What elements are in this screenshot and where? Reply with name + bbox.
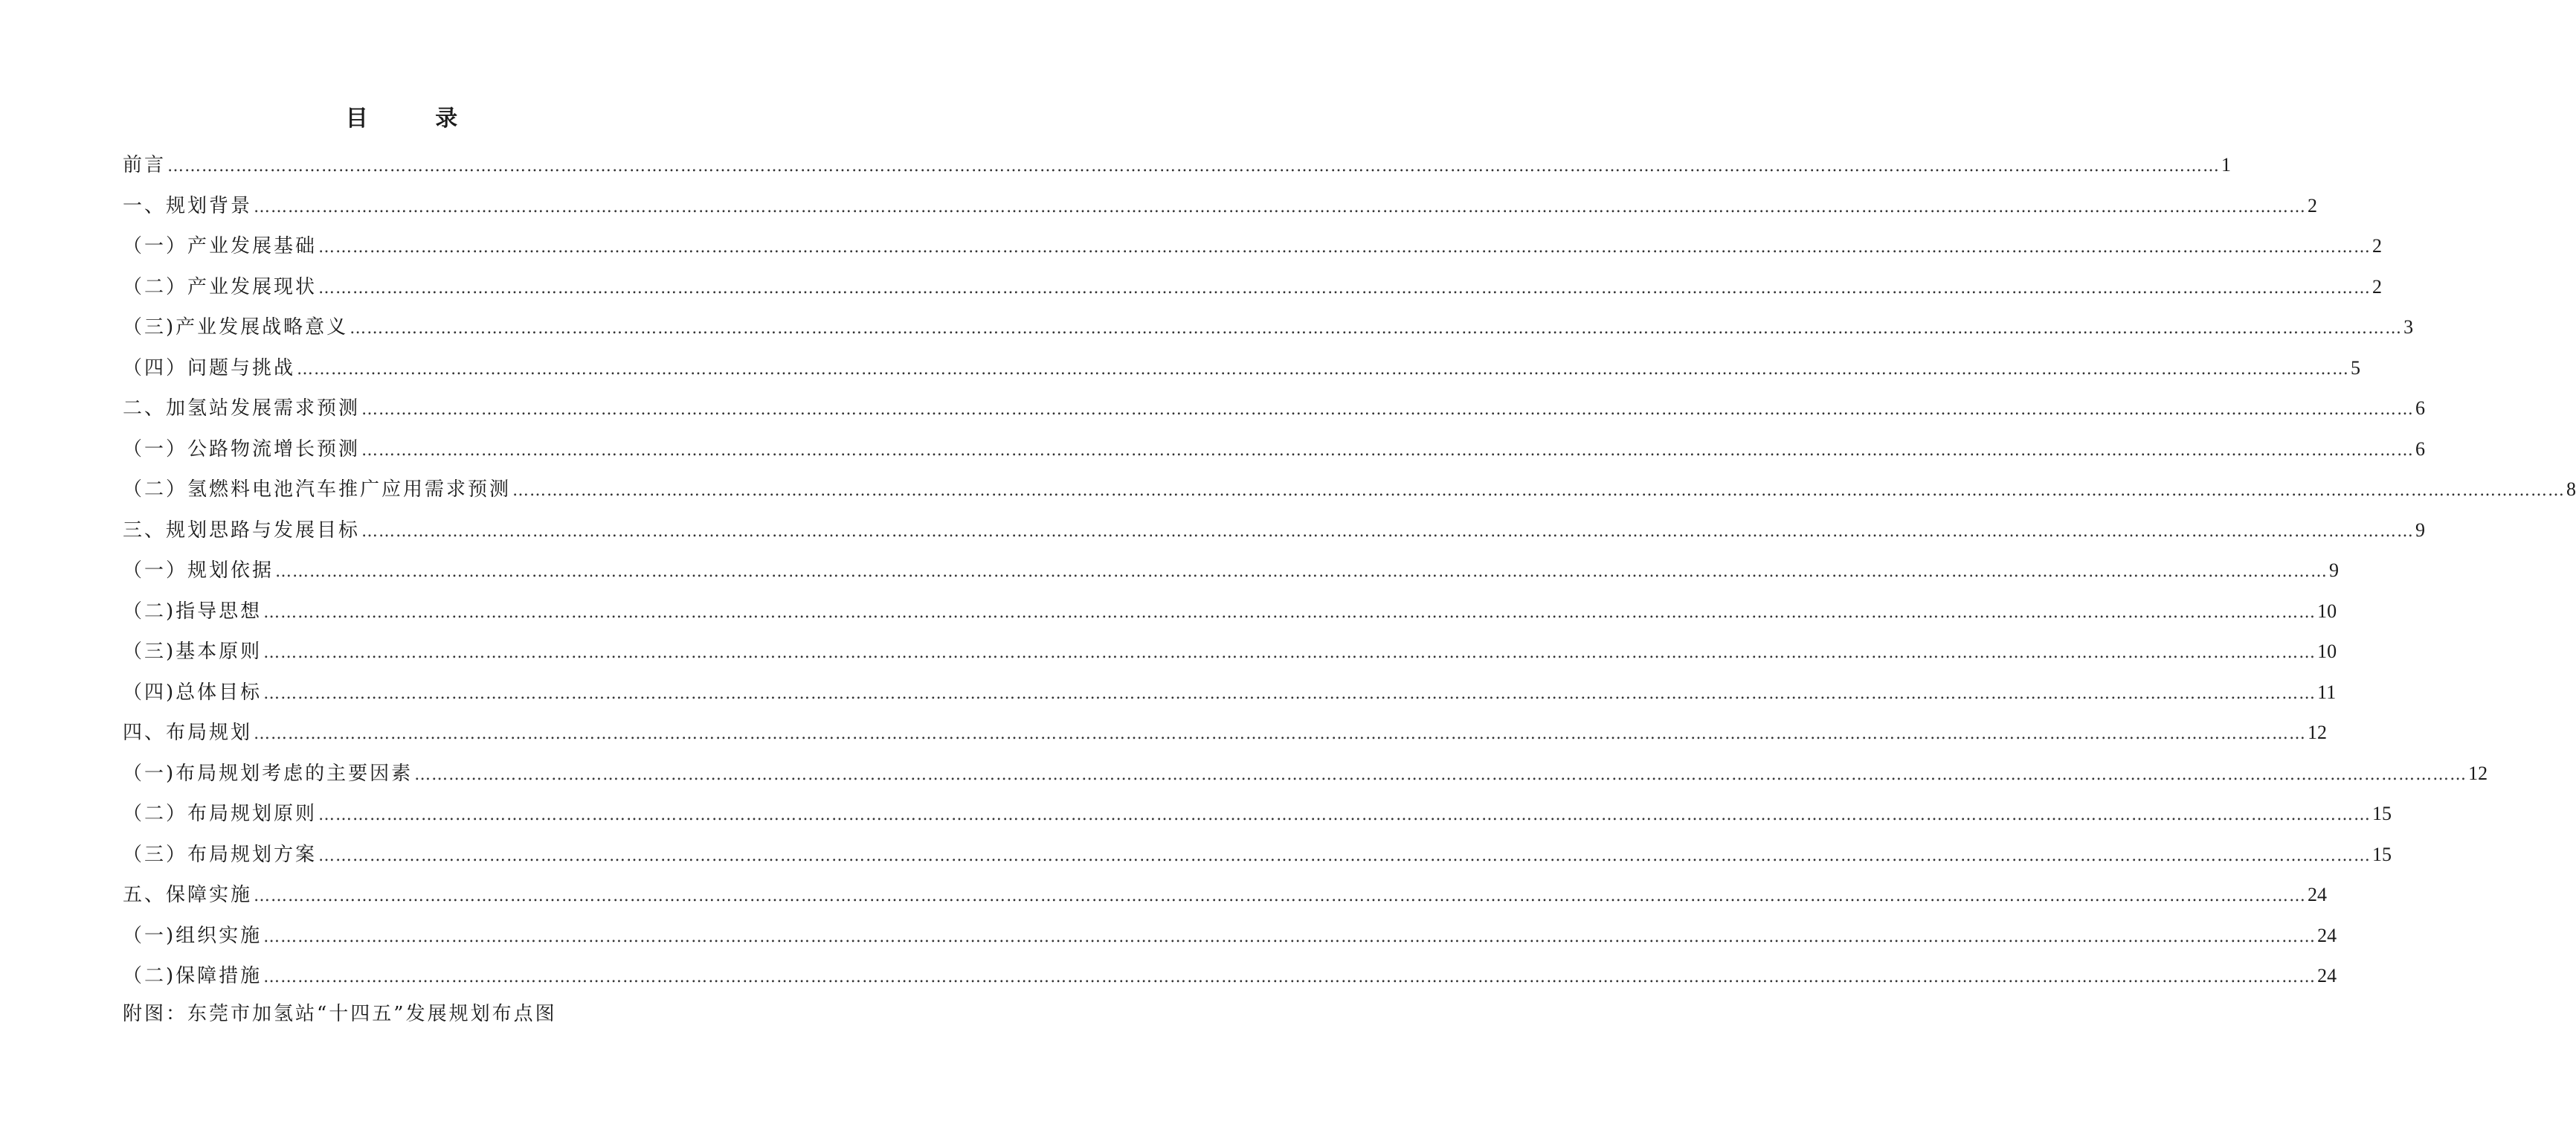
toc-entry[interactable] xyxy=(123,754,2488,795)
toc-dot-leader: ……………………………………………………………………………………………………………………………………………………………………………………………………………………………………………………………………………………………………………………………… xyxy=(297,359,2350,379)
toc-dot-leader: ……………………………………………………………………………………………………………………………………………………………………………………………………………………………………………………………………………………………………………………………… xyxy=(318,278,2371,298)
toc-entry[interactable] xyxy=(123,307,2414,348)
toc-entry[interactable] xyxy=(123,145,2232,186)
toc-entry[interactable] xyxy=(123,267,2383,308)
toc-entry[interactable] xyxy=(123,348,2361,389)
toc-entry-page-number: 8 xyxy=(2566,478,2576,500)
toc-entry-page-number: 15 xyxy=(2372,843,2392,865)
toc-dot-leader: ……………………………………………………………………………………………………………………………………………………………………………………………………………………………………………………………………………………………………………………………… xyxy=(318,806,2371,824)
toc-entry-label: （二)保障措施 xyxy=(123,965,263,987)
toc-entry-label: （三)产业发展战略意义 xyxy=(123,316,349,338)
toc-dot-leader: ……………………………………………………………………………………………………………………………………………………………………………………………………………………………………………………………………………………………………………………………… xyxy=(361,522,2415,541)
toc-dot-leader: ……………………………………………………………………………………………………………………………………………………………………………………………………………………………………………………………………………………………………………………………… xyxy=(318,238,2371,257)
toc-entry-label: （四)总体目标 xyxy=(123,681,263,704)
toc-dot-leader: ……………………………………………………………………………………………………………………………………………………………………………………………………………………………………………………………………………………………………………………………… xyxy=(318,846,2371,865)
toc-entry-label: 前言 xyxy=(123,154,167,176)
toc-entry[interactable] xyxy=(123,835,2392,876)
table-of-contents xyxy=(123,145,2576,997)
toc-entry[interactable] xyxy=(123,186,2318,227)
toc-dot-leader: ……………………………………………………………………………………………………………………………………………………………………………………………………………………………………………………………………………………………………………………………… xyxy=(414,765,2467,784)
toc-entry-label: （二)指导思想 xyxy=(123,600,263,623)
toc-entry[interactable] xyxy=(123,591,2337,632)
toc-entry-page-number: 12 xyxy=(2468,762,2488,784)
toc-dot-leader: ……………………………………………………………………………………………………………………………………………………………………………………………………………………………………………………………………………………………………………………………… xyxy=(263,644,2316,662)
toc-dot-leader: ……………………………………………………………………………………………………………………………………………………………………………………………………………………………………………………………………………………………………………………………… xyxy=(361,400,2415,419)
toc-dot-leader: ……………………………………………………………………………………………………………………………………………………………………………………………………………………………………………………………………………………………………………………………… xyxy=(254,887,2307,905)
toc-entry-label: （一）公路物流增长预测 xyxy=(123,437,361,461)
toc-dot-leader: ……………………………………………………………………………………………………………………………………………………………………………………………………………………………………………………………………………………………………………………………… xyxy=(275,562,2328,581)
toc-entry-page-number: 12 xyxy=(2308,722,2328,743)
toc-entry-label: 四、布局规划 xyxy=(123,722,253,744)
toc-entry[interactable] xyxy=(123,510,2426,551)
toc-entry-page-number: 1 xyxy=(2221,154,2232,176)
toc-entry-label: （一）规划依据 xyxy=(123,559,274,582)
toc-entry[interactable] xyxy=(123,551,2340,591)
toc-dot-leader: ……………………………………………………………………………………………………………………………………………………………………………………………………………………………………………………………………………………………………………………………… xyxy=(361,440,2415,460)
toc-entry[interactable] xyxy=(123,469,2576,510)
toc-entry[interactable] xyxy=(123,388,2426,429)
toc-entry-page-number: 3 xyxy=(2403,316,2414,338)
toc-entry-label: （二）产业发展现状 xyxy=(123,275,318,298)
toc-entry-label: 三、规划思路与发展目标 xyxy=(123,519,361,542)
toc-dot-leader: ……………………………………………………………………………………………………………………………………………………………………………………………………………………………………………………………………………………………………………………………… xyxy=(263,968,2316,986)
toc-dot-leader: ……………………………………………………………………………………………………………………………………………………………………………………………………………………………………………………………………………………………………………………………… xyxy=(263,927,2316,946)
toc-entry[interactable] xyxy=(123,226,2383,267)
toc-entry[interactable] xyxy=(123,875,2328,916)
toc-entry[interactable] xyxy=(123,794,2392,835)
toc-entry-page-number: 15 xyxy=(2372,803,2392,824)
toc-entry-page-number: 24 xyxy=(2308,884,2328,905)
toc-entry-page-number: 5 xyxy=(2351,356,2361,379)
toc-entry-label: 五、保障实施 xyxy=(123,884,253,906)
toc-entry[interactable] xyxy=(123,632,2337,673)
toc-entry-label: （四）问题与挑战 xyxy=(123,356,296,379)
toc-entry-label: （二）布局规划原则 xyxy=(123,803,318,825)
toc-dot-leader: ……………………………………………………………………………………………………………………………………………………………………………………………………………………………………………………………………………………………………………………………… xyxy=(263,603,2316,622)
page-title: 目 录 xyxy=(345,106,488,132)
toc-dot-leader: ……………………………………………………………………………………………………………………………………………………………………………………………………………………………………………………………………………………………………………………………… xyxy=(254,725,2307,743)
toc-dot-leader: ……………………………………………………………………………………………………………………………………………………………………………………………………………………………………………………………………………………………………………………………… xyxy=(350,319,2403,338)
toc-entry-label: （一）产业发展基础 xyxy=(123,235,318,257)
toc-entry[interactable] xyxy=(123,429,2426,470)
toc-entry[interactable] xyxy=(123,956,2337,997)
appendix-line: 附图：东莞市加氢站“十四五”发展规划布点图 xyxy=(123,1003,557,1025)
toc-entry-label: （三）布局规划方案 xyxy=(123,843,318,866)
toc-entry[interactable] xyxy=(123,916,2337,957)
toc-entry-page-number: 9 xyxy=(2329,559,2340,581)
toc-entry[interactable] xyxy=(123,713,2328,754)
toc-entry-page-number: 2 xyxy=(2372,235,2383,257)
toc-dot-leader: ……………………………………………………………………………………………………………………………………………………………………………………………………………………………………………………………………………………………………………………………… xyxy=(512,481,2566,500)
toc-entry-page-number: 2 xyxy=(2308,194,2318,216)
toc-entry-page-number: 6 xyxy=(2415,397,2426,419)
toc-entry[interactable] xyxy=(123,673,2337,713)
toc-entry-page-number: 6 xyxy=(2415,437,2426,460)
toc-entry-page-number: 24 xyxy=(2317,924,2337,946)
toc-entry-page-number: 10 xyxy=(2317,600,2337,622)
toc-entry-page-number: 2 xyxy=(2372,275,2383,298)
toc-entry-page-number: 10 xyxy=(2317,641,2337,662)
toc-entry-page-number: 24 xyxy=(2317,965,2337,986)
toc-entry-page-number: 11 xyxy=(2317,681,2337,703)
toc-entry-label: （二）氢燃料电池汽车推广应用需求预测 xyxy=(123,478,512,501)
toc-entry-label: （三)基本原则 xyxy=(123,641,263,663)
toc-entry-label: 二、加氢站发展需求预测 xyxy=(123,397,361,420)
toc-entry-label: 一、规划背景 xyxy=(123,194,253,217)
toc-entry-label: （一)布局规划考虑的主要因素 xyxy=(123,762,413,785)
toc-dot-leader: ……………………………………………………………………………………………………………………………………………………………………………………………………………………………………………………………………………………………………………………………… xyxy=(167,157,2221,176)
toc-entry-page-number: 9 xyxy=(2415,519,2426,541)
toc-entry-label: （一)组织实施 xyxy=(123,924,263,947)
toc-dot-leader: ……………………………………………………………………………………………………………………………………………………………………………………………………………………………………………………………………………………………………………………………… xyxy=(254,197,2307,216)
toc-dot-leader: ……………………………………………………………………………………………………………………………………………………………………………………………………………………………………………………………………………………………………………………………… xyxy=(263,684,2316,703)
